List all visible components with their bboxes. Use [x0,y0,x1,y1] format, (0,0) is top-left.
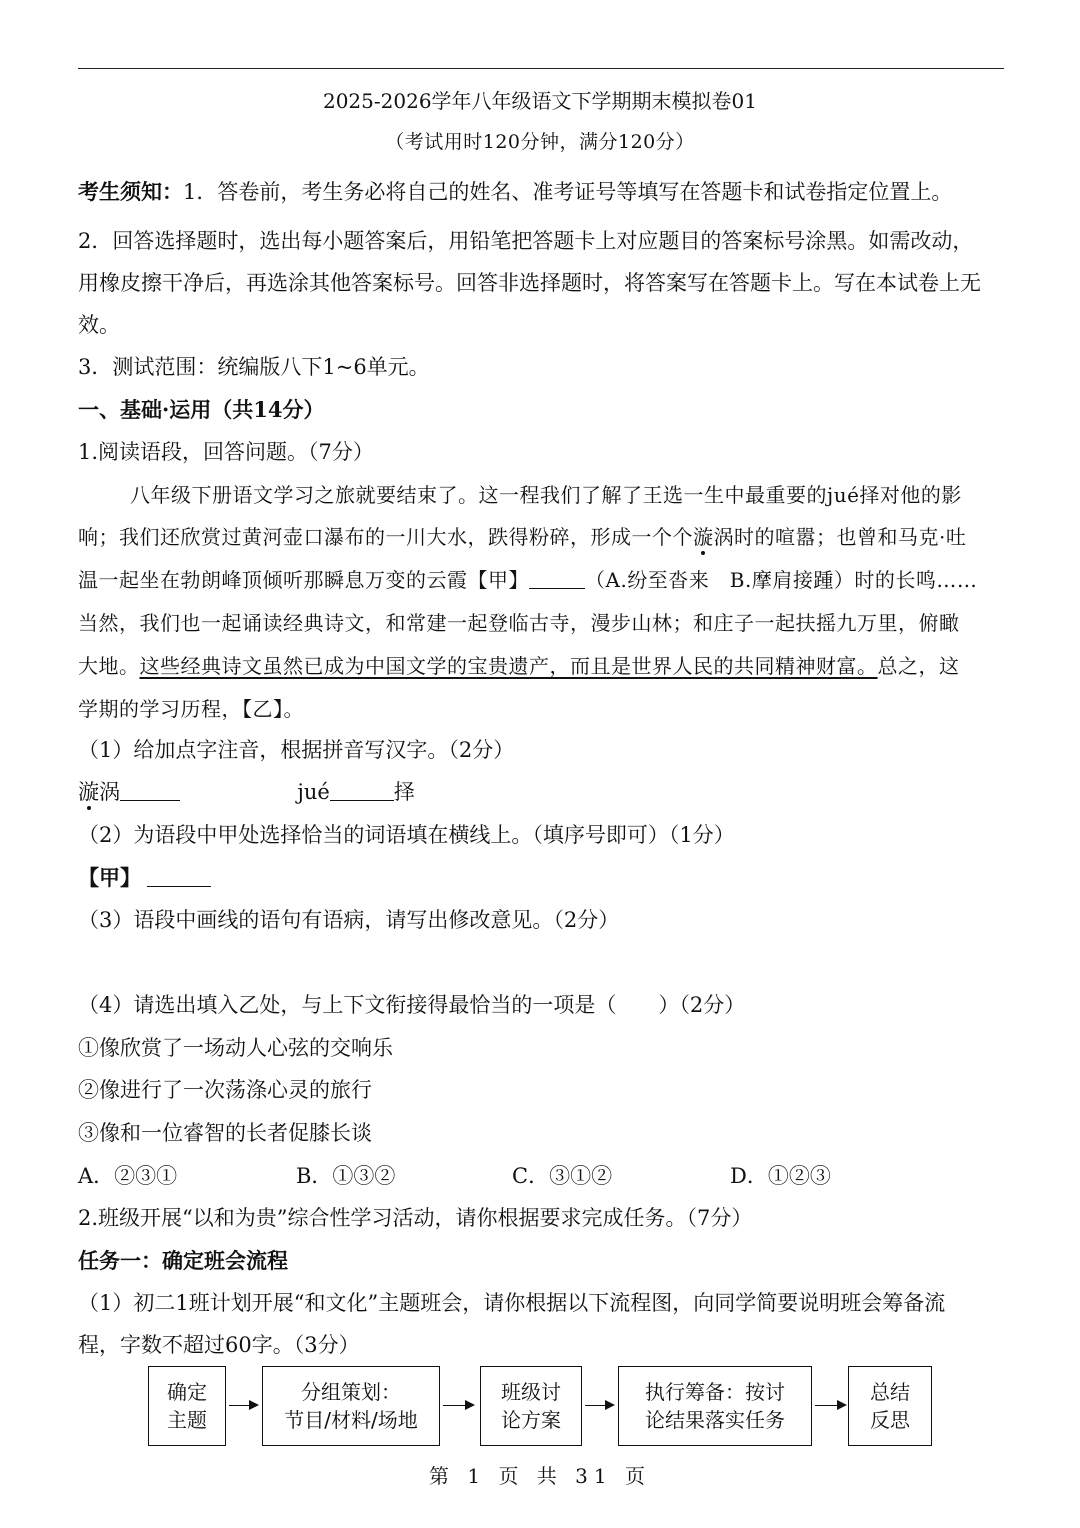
passage-line-5-b: 总之，这 [877,654,960,678]
subquestion-2-answer [78,863,1004,893]
passage-line-3-a: 温一起坐在勃朗峰顶倾听那瞬息万变的云霞【甲】 [78,568,529,592]
jia-label: 【甲】 [78,865,141,890]
notice-item-1 [78,177,1004,207]
flow-step-3 [480,1366,582,1446]
word1-rest: 涡 [99,780,120,804]
notice-label: 考生须知： [78,179,183,204]
notice-item-2-line-2: 用橡皮擦干净后，再选涂其他答案标号。回答非选择题时，将答案写在答题卡上。写在本试卷上无 [78,271,981,295]
passage-line-6: 学期的学习历程，【乙】。 [78,697,304,721]
passage-line-2 [78,522,1004,552]
notice-item-2-line-1: 2．回答选择题时，选出每小题答案后，用铅笔把答题卡上对应题目的答案标号涂黑。如需改动， [78,229,974,253]
option-a[interactable]: A．②③① [78,1164,178,1188]
option-d[interactable]: D．①②③ [730,1164,831,1188]
choice-item-1: ①像欣赏了一场动人心弦的交响乐 [78,1036,393,1060]
dotted-char: 漩 [693,525,714,549]
exam-subtitle: （考试用时120分钟，满分120分） [385,131,695,153]
flow-step-4 [618,1366,812,1446]
passage-line-4: 当然，我们也一起诵读经典诗文，和常建一起登临古寺，漫步山林；和庄子一起扶摇九万里，俯瞰 [78,611,960,635]
passage-line-3 [78,565,1004,595]
choice-item-2: ②像进行了一次荡涤心灵的旅行 [78,1078,372,1102]
flow-arrow-3 [585,1405,613,1406]
question-1-stem: 1.阅读语段，回答问题。（7分） [78,440,374,464]
exam-title: 2025-2026学年八年级语文下学期期末模拟卷01 [322,89,757,113]
word1-dotted-char: 漩 [78,780,99,804]
notice-item-2-line-3: 效。 [78,313,120,337]
flow-step-2-line-2: 节目/材料/场地 [284,1408,418,1432]
subquestion-1-stem: （1）给加点字注音，根据拼音写汉字。（2分） [78,738,515,762]
flow-step-2 [262,1366,440,1446]
word2-pinyin: jué [297,780,330,804]
flow-arrow-1 [229,1405,257,1406]
jia-answer-blank[interactable] [147,866,211,887]
notice-item-1-text: 1．答卷前，考生务必将自己的姓名、准考证号等填写在答题卡和试卷指定位置上。 [183,180,953,204]
flow-step-4-line-2: 论结果落实任务 [645,1408,785,1432]
option-c[interactable]: C．③①② [512,1164,613,1188]
flow-step-2-line-1: 分组策划： [300,1380,401,1404]
flow-chart [148,1366,934,1448]
flow-arrow-4 [815,1405,845,1406]
word2-char: 择 [393,780,415,804]
flow-step-4-line-1: 执行筹备：按讨 [645,1380,785,1404]
flow-step-1-line-2: 主题 [167,1408,207,1432]
task-1-question-line-2: 程，字数不超过60字。（3分） [78,1333,360,1357]
flow-step-3-line-2: 论方案 [501,1408,561,1432]
passage-line-5-a: 大地。 [78,654,140,678]
flow-step-5-line-2: 反思 [870,1408,910,1432]
flow-step-1-line-1: 确定 [167,1380,207,1404]
hanzi-blank[interactable] [330,780,394,801]
passage-line-3-b: （A.纷至沓来 B.摩肩接踵）时的长鸣…… [585,568,978,592]
task-1-question-line-1: （1）初二1班计划开展“和文化”主题班会，请你根据以下流程图，向同学简要说明班会筹备流 [78,1291,946,1315]
flow-step-3-line-1: 班级讨 [501,1380,561,1404]
notice-item-3: 3．测试范围：统编版八下1~6单元。 [78,355,430,379]
task-1-heading: 任务一：确定班会流程 [78,1248,288,1273]
question-2-stem: 2.班级开展“以和为贵”综合性学习活动，请你根据要求完成任务。（7分） [78,1206,753,1230]
header-rule [78,68,1004,69]
subquestion-3-stem: （3）语段中画线的语句有语病，请写出修改意见。（2分） [78,908,620,932]
subquestion-1-answers [78,777,1004,807]
option-b[interactable]: B．①③② [296,1164,396,1188]
section-1-heading: 一、基础·运用（共14分） [78,397,325,422]
flow-step-5-line-1: 总结 [870,1380,910,1404]
blank-jia[interactable] [529,568,585,589]
passage-line-2-a: 响；我们还欣赏过黄河壶口瀑布的一川大水，跌得粉碎，形成一个个 [78,525,693,549]
subquestion-2-stem: （2）为语段中甲处选择恰当的词语填在横线上。（填序号即可）（1分） [78,823,735,847]
choice-item-3: ③像和一位睿智的长者促膝长谈 [78,1121,372,1145]
pinyin-blank[interactable] [120,780,180,801]
passage-line-5 [78,651,1004,681]
underlined-sentence: 这些经典诗文虽然已成为中国文学的宝贵遗产，而且是世界人民的共同精神财富。 [139,654,878,678]
passage-line-1: 八年级下册语文学习之旅就要结束了。这一程我们了解了王选一生中最重要的jué择对他的影 [130,483,962,507]
page-footer: 第 1 页 共 31 页 [429,1464,651,1488]
passage-line-2-b: 涡时的喧嚣；也曾和马克·吐 [713,525,967,549]
flow-step-1 [148,1366,226,1446]
flow-arrow-2 [443,1405,473,1406]
subquestion-4-stem: （4）请选出填入乙处，与上下文衔接得最恰当的一项是（ ）（2分） [78,993,746,1017]
flow-step-5 [848,1366,932,1446]
